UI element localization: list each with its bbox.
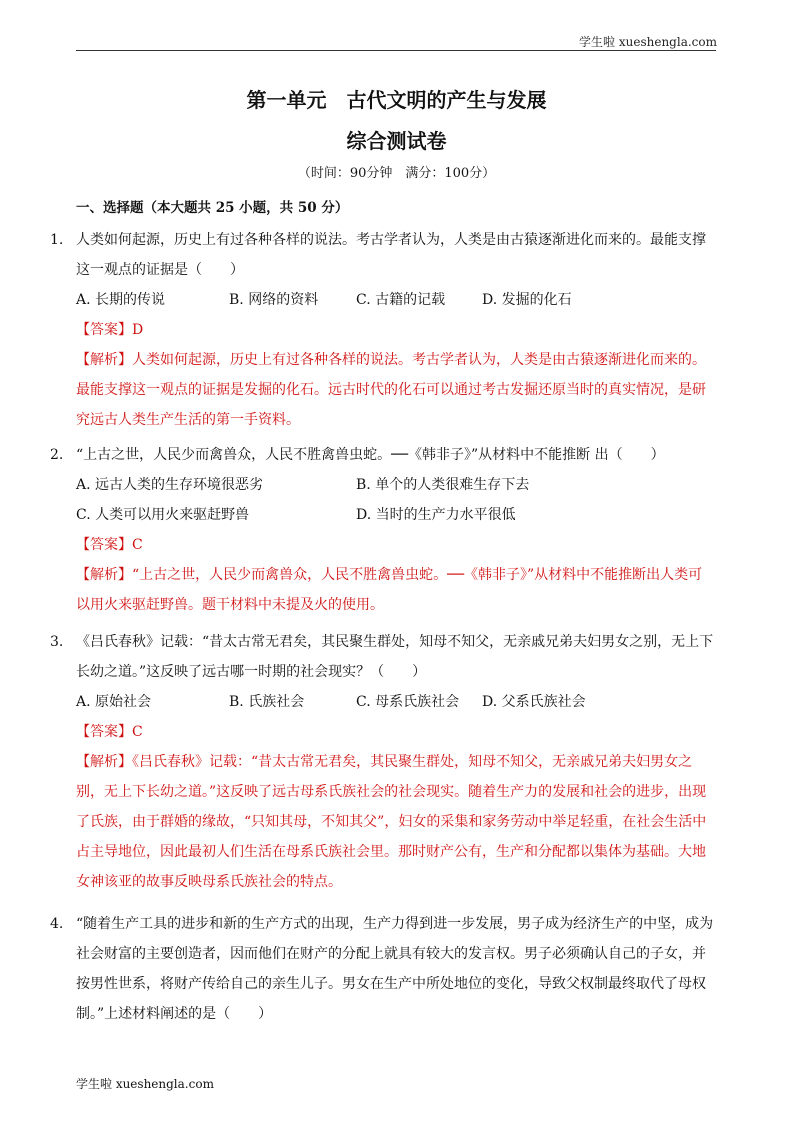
question-2 bbox=[50, 440, 716, 620]
question-stem: 《吕氏春秋》记载：“昔太古常无君矣，其民聚生群处，知母不知父，无亲戚兄弟夫妇男女之别，无上下长幼之道。”这反映了远古哪一时期的社会现实？（ ） bbox=[76, 634, 714, 680]
header-divider bbox=[76, 50, 716, 51]
page-subtitle-title: 综合测试卷 bbox=[346, 129, 447, 153]
option-a: A. 远古人类的生存环境很恶劣 bbox=[76, 477, 264, 493]
option-b: B. 单个的人类很难生存下去 bbox=[356, 477, 530, 493]
option-c: C. 母系氏族社会 bbox=[356, 694, 460, 710]
question-options bbox=[76, 285, 716, 315]
question-number: 4. bbox=[50, 916, 64, 932]
question-number: 3. bbox=[50, 634, 64, 650]
option-a: A. 原始社会 bbox=[76, 694, 152, 710]
question-options bbox=[76, 500, 716, 530]
question-stem: “随着生产工具的进步和新的生产方式的出现，生产力得到进一步发展，男子成为经济生产的中坚，成为社会财富的主要创造者，因而他们在财产的分配上就具有较大的发言权。男子必须确认自己的子女，并按男性世系，将财产传给自己的亲生儿子。男女在生产中所处地位的变化，导致父权制最终取代了母权制。”上述材料阐述的是（ ） bbox=[76, 916, 714, 1022]
analysis-text: 【解析】“上古之世，人民少而禽兽众，人民不胜禽兽虫蛇。──《韩非子》”从材料中不能推断出人类可以用火来驱赶野兽。题干材料中未提及火的使用。 bbox=[76, 567, 703, 613]
header-site-text: 学生啦 xueshengla.com bbox=[579, 35, 717, 49]
option-b: B. 氏族社会 bbox=[229, 694, 305, 710]
answer-label: 【答案】C bbox=[76, 724, 143, 740]
question-4 bbox=[50, 909, 716, 1029]
question-1 bbox=[50, 225, 716, 435]
answer-label: 【答案】C bbox=[76, 537, 143, 553]
section-heading: 一、选择题（本大题共 25 小题，共 50 分） bbox=[76, 200, 349, 216]
option-d: D. 发掘的化石 bbox=[482, 292, 572, 308]
footer-site-text: 学生啦 xueshengla.com bbox=[76, 1077, 214, 1091]
question-number: 2. bbox=[50, 447, 64, 463]
analysis-text: 【解析】人类如何起源，历史上有过各种各样的说法。考古学者认为，人类是由古猿逐渐进化而来的。最能支撑这一观点的证据是发掘的化石。远古时代的化石可以通过考古发掘还原当时的真实情况，是研究远古人类生产生活的第一手资料。 bbox=[76, 352, 706, 428]
option-d: D. 当时的生产力水平很低 bbox=[356, 507, 516, 523]
option-c: C. 人类可以用火来驱赶野兽 bbox=[76, 507, 250, 523]
option-c: C. 古籍的记载 bbox=[356, 292, 446, 308]
option-d: D. 父系氏族社会 bbox=[482, 694, 586, 710]
option-b: B. 网络的资料 bbox=[229, 292, 319, 308]
exam-time-info: （时间：90分钟 满分：100分） bbox=[297, 166, 496, 181]
option-a: A. 长期的传说 bbox=[76, 292, 166, 308]
question-options bbox=[76, 687, 716, 717]
question-stem: “上古之世，人民少而禽兽众，人民不胜禽兽虫蛇。──《韩非子》”从材料中不能推断 出（ ） bbox=[76, 447, 665, 463]
analysis-text: 【解析】《吕氏春秋》记载：“昔太古常无君矣，其民聚生群处，知母不知父，无亲戚兄弟夫妇男女之别，无上下长幼之道。”这反映了远古母系氏族社会的社会现实。随着生产力的发展和社会的进步，出现了氏族，由于群婚的缘故，“只知其母，不知其父”，妇女的采集和家务劳动中举足轻重，在社会生活中占主导地位，因此最初人们生活在母系氏族社会里。那时财产公有，生产和分配都以集体为基础。大地女神该亚的故事反映母系氏族社会的特点。 bbox=[76, 754, 707, 890]
page-title: 第一单元 古代文明的产生与发展 bbox=[246, 88, 547, 112]
question-stem: 人类如何起源，历史上有过各种各样的说法。考古学者认为，人类是由古猿逐渐进化而来的。最能支撑这一观点的证据是（ ） bbox=[76, 232, 706, 278]
question-number: 1. bbox=[50, 232, 64, 248]
question-3 bbox=[50, 627, 716, 897]
answer-label: 【答案】D bbox=[76, 322, 144, 338]
question-options bbox=[76, 470, 716, 500]
